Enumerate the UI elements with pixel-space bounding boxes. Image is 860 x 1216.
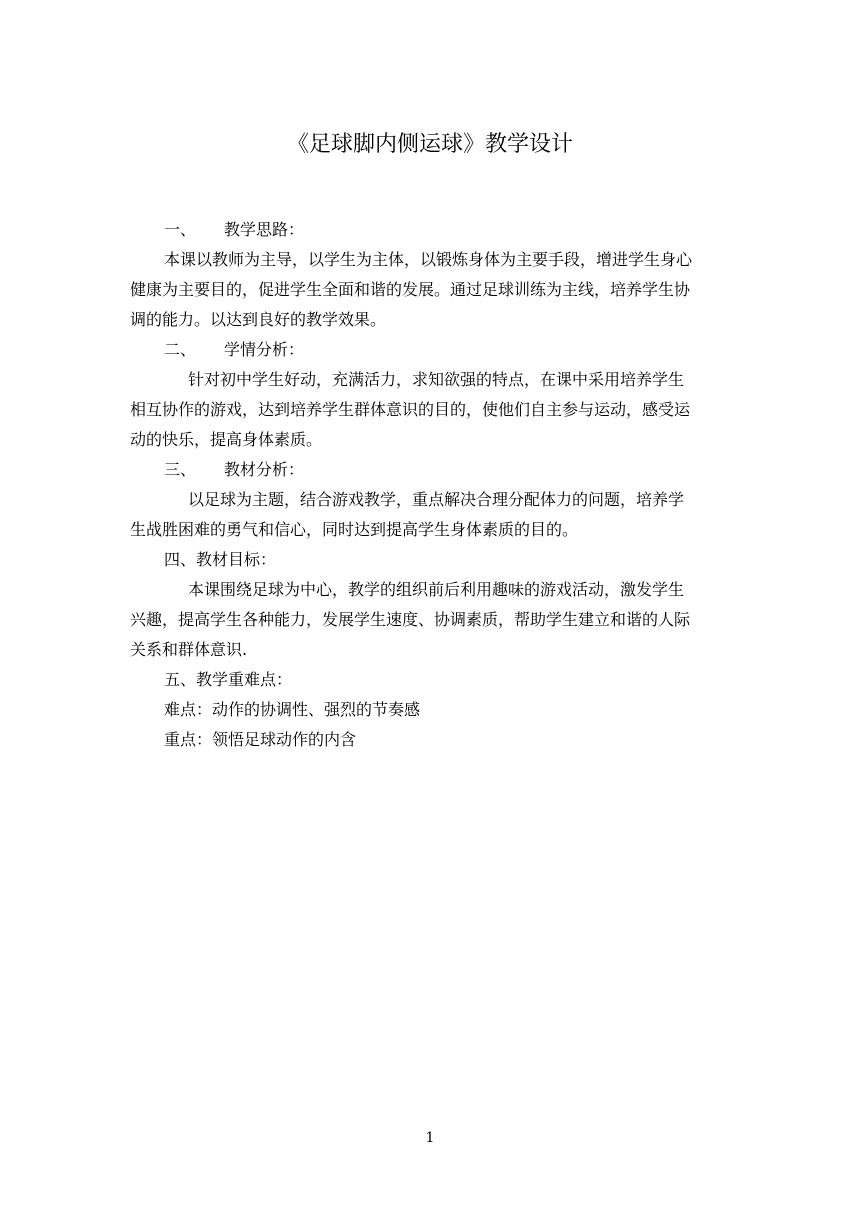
paragraph-line: 本课以教师为主导，以学生为主体，以锻炼身体为主要手段，增进学生身心 bbox=[164, 250, 693, 269]
section-heading-5: 五、教学重难点： bbox=[164, 670, 293, 689]
document-body bbox=[130, 215, 730, 755]
section-heading-1 bbox=[130, 215, 730, 245]
paragraph-line: 健康为主要目的，促进学生全面和谐的发展。通过足球训练为主线，培养学生协 bbox=[130, 280, 691, 299]
paragraph-line: 重点：领悟足球动作的内含 bbox=[164, 730, 357, 749]
section-heading-3 bbox=[130, 455, 730, 485]
paragraph-line: 生战胜困难的勇气和信心，同时达到提高学生身体素质的目的。 bbox=[130, 520, 579, 539]
section-number-1: 一、 bbox=[164, 220, 197, 239]
paragraph-line: 针对初中学生好动，充满活力，求知欲强的特点，在课中采用培养学生 bbox=[188, 370, 685, 389]
section-heading-4: 四、教材目标： bbox=[164, 550, 277, 569]
section-number-2: 二、 bbox=[164, 340, 197, 359]
section-title-2: 学情分析： bbox=[224, 340, 305, 359]
paragraph-line: 难点：动作的协调性、强烈的节奏感 bbox=[164, 700, 421, 719]
section-number-3: 三、 bbox=[164, 460, 197, 479]
paragraph-line: 关系和群体意识. bbox=[130, 640, 248, 659]
paragraph-line: 动的快乐，提高身体素质。 bbox=[130, 430, 323, 449]
section-heading-2 bbox=[130, 335, 730, 365]
paragraph-line: 相互协作的游戏，达到培养学生群体意识的目的，使他们自主参与运动，感受运 bbox=[130, 400, 691, 419]
section-title-1: 教学思路： bbox=[224, 220, 305, 239]
section-title-3: 教材分析： bbox=[224, 460, 305, 479]
paragraph-line: 以足球为主题，结合游戏教学，重点解决合理分配体力的问题，培养学 bbox=[188, 490, 685, 509]
paragraph-line: 本课围绕足球为中心，教学的组织前后利用趣味的游戏活动，激发学生 bbox=[188, 580, 685, 599]
paragraph-line: 兴趣，提高学生各种能力，发展学生速度、协调素质，帮助学生建立和谐的人际 bbox=[130, 610, 691, 629]
document-title: 《足球脚内侧运球》教学设计 bbox=[286, 132, 573, 157]
paragraph-line: 调的能力。以达到良好的教学效果。 bbox=[130, 310, 387, 329]
page-number: 1 bbox=[425, 1130, 435, 1146]
